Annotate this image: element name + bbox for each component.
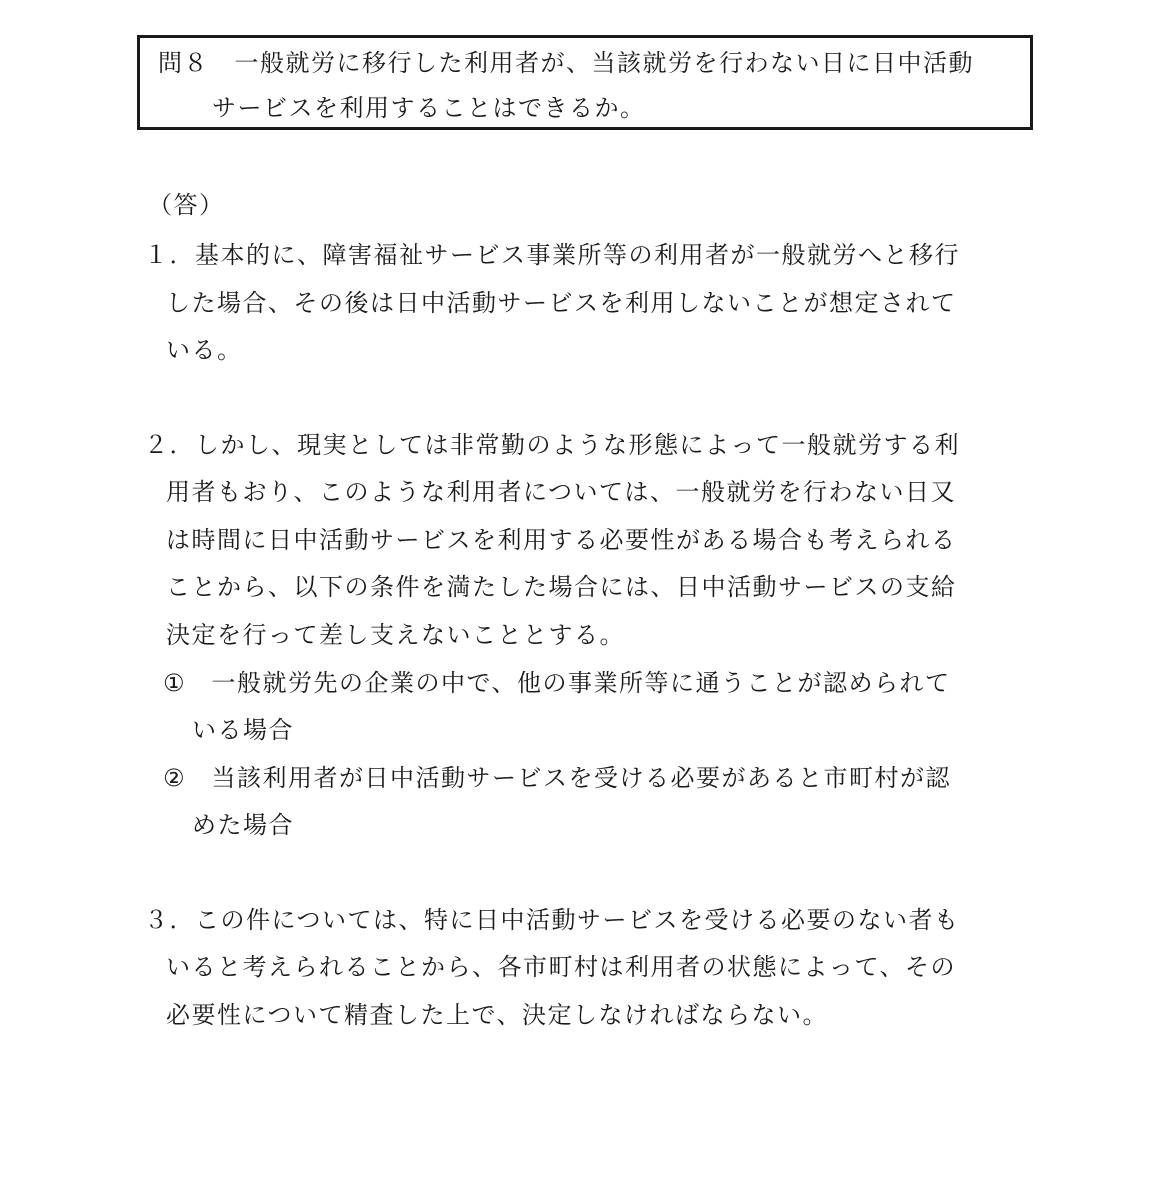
question-line-1: 問８ 一般就労に移行した利用者が、当該就労を行わない日に日中活動 [158, 49, 974, 77]
condition2-line-1: ② 当該利用者が日中活動サービスを受ける必要があると市町村が認 [163, 764, 952, 792]
item2-line-3: は時間に日中活動サービスを利用する必要性がある場合も考えられる [166, 526, 957, 554]
item2-line-2: 用者もおり、このような利用者については、一般就労を行わない日又 [166, 478, 957, 506]
item2-line-4: ことから、以下の条件を満たした場合には、日中活動サービスの支給 [166, 573, 957, 601]
condition2-line-2: めた場合 [192, 811, 294, 839]
question-box [137, 35, 1033, 130]
answer-heading: （答） [148, 191, 225, 219]
item3-line-3: 必要性について精査した上で、決定しなければならない。 [166, 1001, 829, 1029]
item2-line-1: ２．しかし、現実としては非常勤のような形態によって一般就労する利 [144, 431, 960, 459]
item2-line-5: 決定を行って差し支えないこととする。 [166, 621, 625, 649]
item3-line-2: いると考えられることから、各市町村は利用者の状態によって、その [166, 953, 957, 981]
condition1-line-1: ① 一般就労先の企業の中で、他の事業所等に通うことが認められて [163, 669, 951, 697]
condition1-line-2: いる場合 [192, 716, 294, 744]
item1-line-2: した場合、その後は日中活動サービスを利用しないことが想定されて [166, 289, 957, 317]
item3-line-1: ３．この件については、特に日中活動サービスを受ける必要のない者も [144, 906, 960, 934]
item1-line-3: いる。 [166, 336, 243, 364]
item1-line-1: １．基本的に、障害福祉サービス事業所等の利用者が一般就労へと移行 [144, 241, 960, 269]
question-line-2: サービスを利用することはできるか。 [212, 94, 646, 122]
